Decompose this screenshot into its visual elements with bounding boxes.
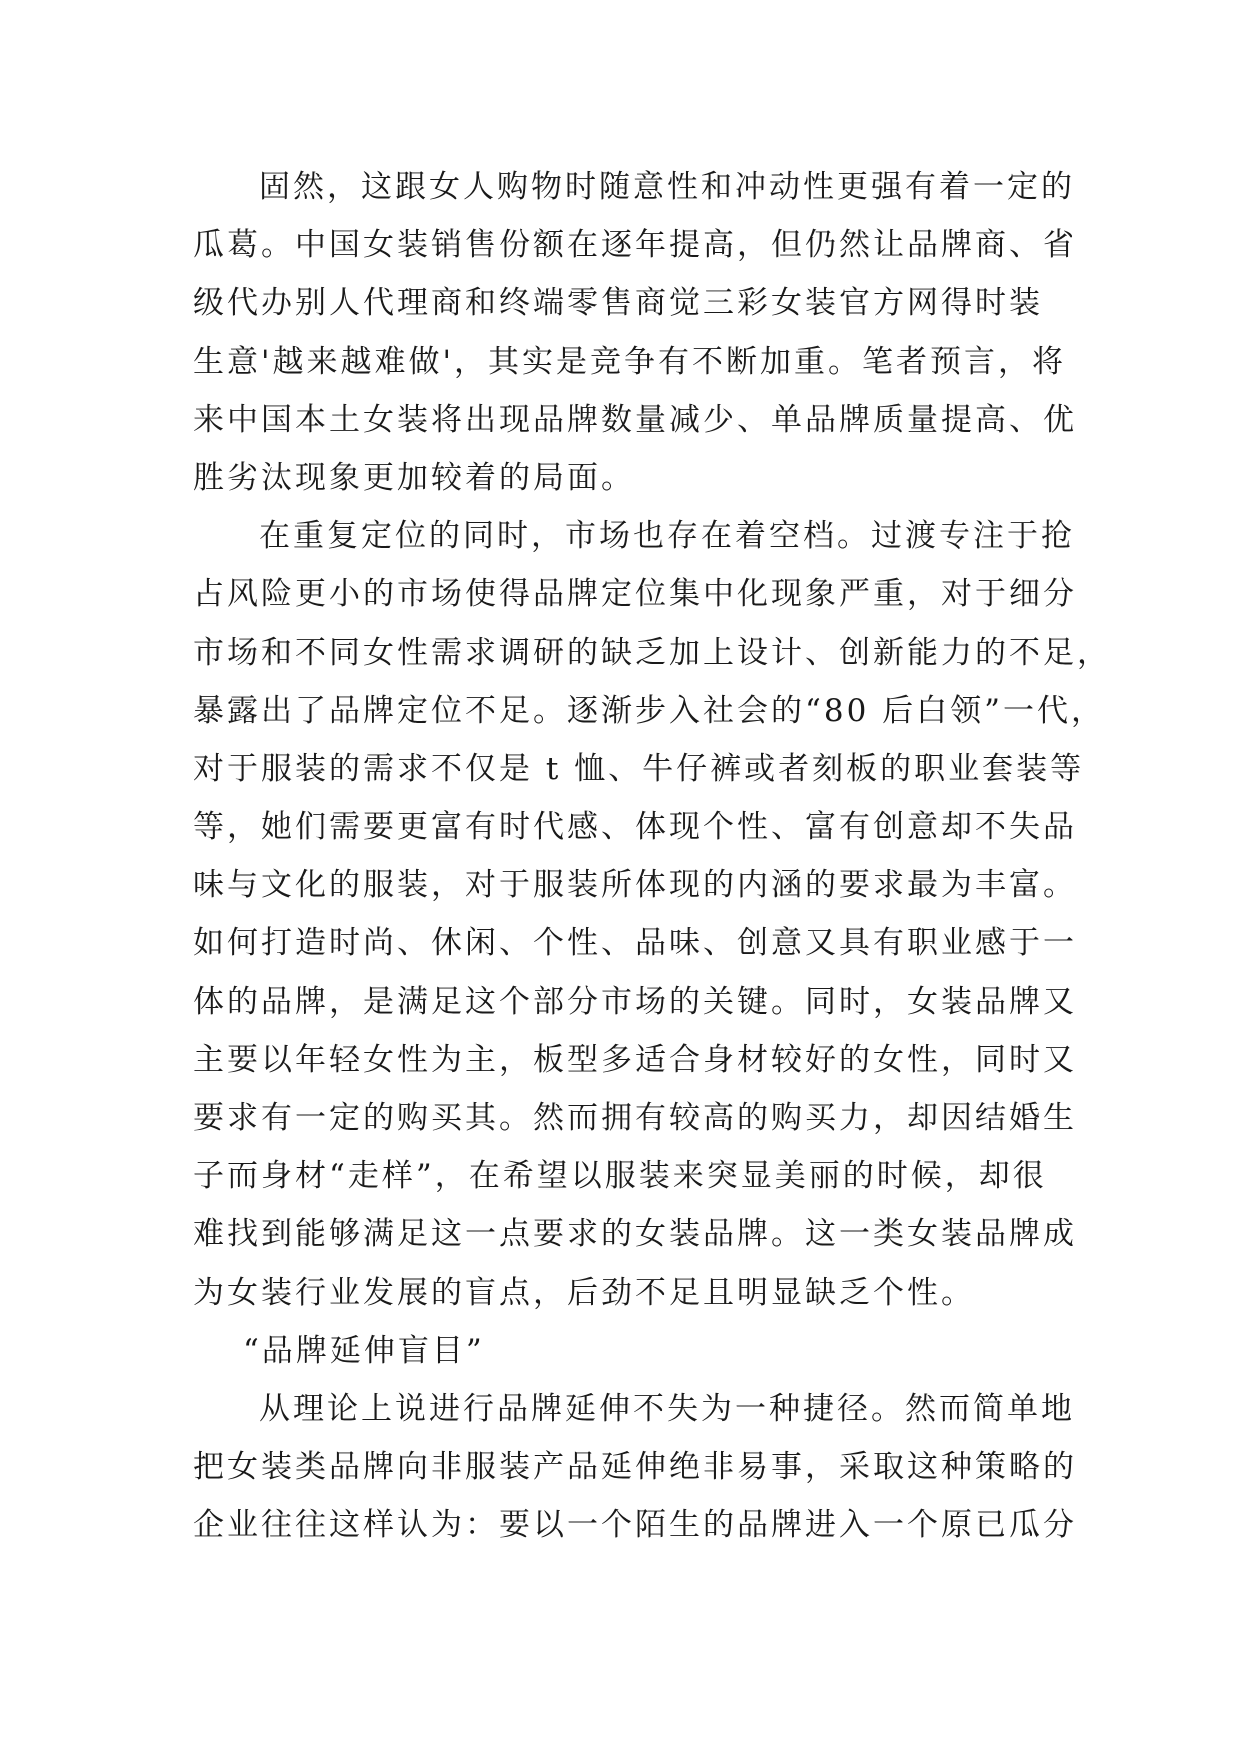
paragraph-1-line-5: 来中国本土女装将出现品牌数量减少、单品牌质量提高、优 (193, 401, 1077, 438)
paragraph-2-line-1: 在重复定位的同时，市场也存在着空档。过渡专注于抢 (259, 518, 1075, 555)
paragraph-2-line-7: 味与文化的服装，对于服装所体现的内涵的要求最为丰富。 (193, 867, 1077, 904)
paragraph-2-line-2: 占风险更小的市场使得品牌定位集中化现象严重，对于细分 (193, 576, 1077, 613)
paragraph-1-line-1: 固然，这跟女人购物时随意性和冲动性更强有着一定的 (259, 169, 1075, 205)
paragraph-2-line-3: 市场和不同女性需求调研的缺乏加上设计、创新能力的不足， (193, 634, 1111, 671)
paragraph-1-line-3: 级代办别人代理商和终端零售商觉三彩女装官方网得时装 (193, 285, 1043, 322)
paragraph-1-line-2: 瓜葛。中国女装销售份额在逐年提高，但仍然让品牌商、省 (193, 227, 1077, 264)
paragraph-3-line-2: 把女装类品牌向非服装产品延伸绝非易事，采取这种策略的 (193, 1449, 1077, 1486)
paragraph-2-line-8: 如何打造时尚、休闲、个性、品味、创意又具有职业感于一 (193, 925, 1077, 962)
paragraph-2-line-13: 难找到能够满足这一点要求的女装品牌。这一类女装品牌成 (193, 1216, 1077, 1253)
paragraph-1-line-4: 生意'越来越难做'，其实是竞争有不断加重。笔者预言，将 (193, 343, 1067, 380)
paragraph-2-line-6: 等，她们需要更富有时代感、体现个性、富有创意却不失品 (193, 809, 1077, 846)
paragraph-1-line-6: 胜劣汰现象更加较着的局面。 (193, 459, 635, 496)
paragraph-2-line-4: 暴露出了品牌定位不足。逐渐步入社会的“80 后白领”一代， (193, 692, 1105, 729)
paragraph-2-line-11: 要求有一定的购买其。然而拥有较高的购买力，却因结婚生 (193, 1100, 1077, 1136)
paragraph-3-line-1: 从理论上说进行品牌延伸不失为一种捷径。然而简单地 (259, 1390, 1075, 1427)
paragraph-2-line-9: 体的品牌，是满足这个部分市场的关键。同时，女装品牌又 (193, 983, 1077, 1020)
section-heading: “品牌延伸盲目” (243, 1332, 485, 1369)
paragraph-2-line-14: 为女装行业发展的盲点，后劲不足且明显缺乏个性。 (193, 1274, 975, 1311)
paragraph-3-line-3: 企业往往这样认为：要以一个陌生的品牌进入一个原已瓜分 (193, 1507, 1077, 1544)
article-body (193, 158, 1111, 1555)
paragraph-2-line-12: 子而身材“走样”，在希望以服装来突显美丽的时候，却很 (193, 1158, 1047, 1195)
paragraph-2-line-10: 主要以年轻女性为主，板型多适合身材较好的女性，同时又 (193, 1041, 1077, 1078)
paragraph-2-line-5: 对于服装的需求不仅是 t 恤、牛仔裤或者刻板的职业套装等 (193, 750, 1085, 787)
